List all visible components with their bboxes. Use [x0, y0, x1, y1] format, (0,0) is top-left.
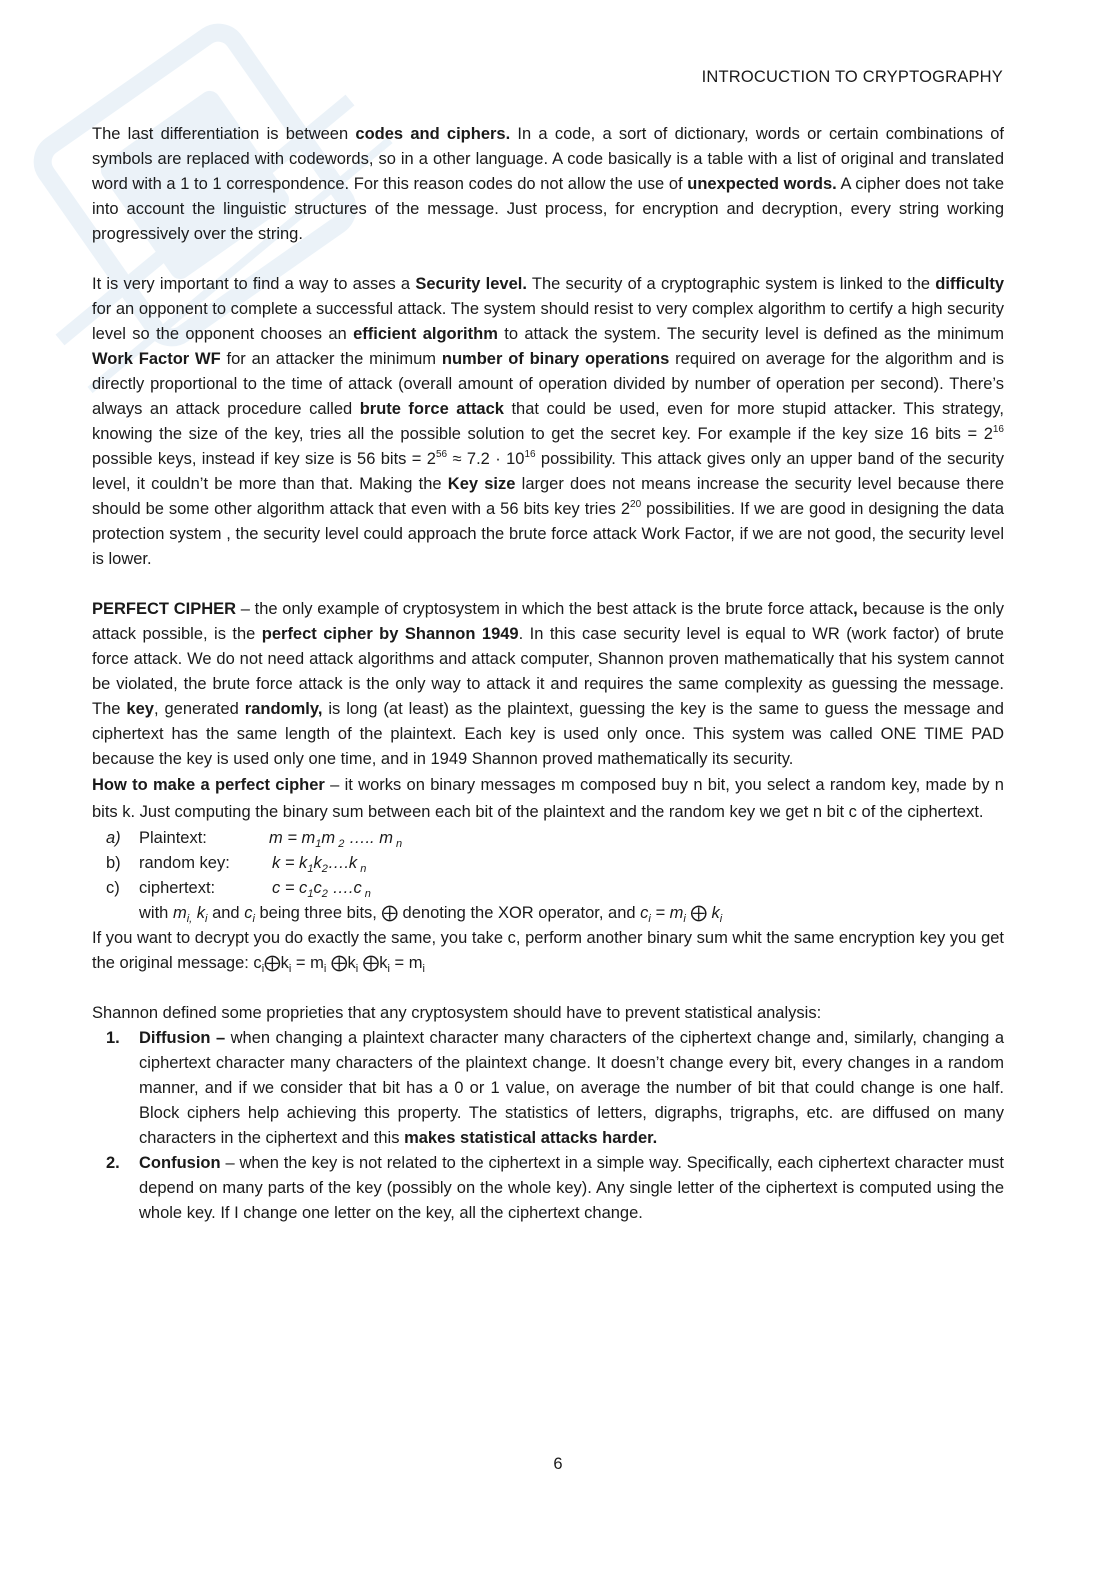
document-body: [92, 122, 1004, 1226]
paragraph-decrypt: If you want to decrypt you do exactly the same, you take c, perform another binary sum whit the same encryption key you get the original message: $c_i⨁k_i = m_i$ $⨁k_i$ $⨁k_i = m_i$: [92, 929, 1004, 975]
definition-ciphertext: c) ciphertext: $c = c_1c_2$ ….c $_n$: [106, 879, 371, 900]
paragraph-how-to: How to make a perfect cipher – it works on binary messages m composed buy n bit, you select a random key, made by n bits k. Just computing the binary sum between each bit of the plaintext and the random key we get n bit c of the ciphertext.: [92, 776, 1004, 821]
list-item-diffusion: 1. Diffusion – when changing a plaintext character many characters of the ciphertext change and, similarly, changing a ciphertext character many characters of the plaintext change. It doesn’t change every bit, every changes in a random manner, and if we consider that bit has a 0 or 1 value, on average the number of bit that could change is one half. Block ciphers help achieving this property. The statistics of letters, digraphs, trigraphs, etc. are diffused on many characters in the ciphertext and this makes statistical attacks harder.: [106, 1029, 1004, 1147]
paragraph-perfect-cipher: PERFECT CIPHER – the only example of cryptosystem in which the best attack is the brute force attack, because is the only attack possible, is the perfect cipher by Shannon 1949. In this case security level is equal to WR (work factor) of brute force attack. We do not need attack algorithms and attack computer, Shannon proven mathematically that his system cannot be violated, the brute force attack is the only way to attack it and requires the same complexity as guessing the message. The key, generated randomly, is long (at least) as the plaintext, guessing the key is the same to guess the message and ciphertext has the same length of the plaintext. Each key is used only once. This system was called ONE TIME PAD because the key is used only one time, and in 1949 Shannon proved mathematically its security.: [92, 600, 1005, 768]
properties-list: [92, 1026, 1004, 1226]
definition-random-key: b) random key: $k = k_1k_2\dots.k$ $_n$: [106, 854, 367, 875]
paragraph-shannon-properties: Shannon defined some proprieties that any cryptosystem should have to prevent statistical analysis:: [92, 1004, 822, 1022]
paragraph-security-level: It is very important to find a way to asses a Security level. The security of a cryptographic system is linked to the difficulty for an opponent to complete a successful attack. The system should resist to very complex algorithm to certify a high security level so the opponent chooses an efficient algorithm to attack the system. The security level is defined as the minimum Work Factor WF for an attacker the minimum number of binary operations required on average for the algorithm and is directly proportional to the time of attack (overall amount of operation divided by number of operation per second). There’s always an attack procedure called brute force attack that could be used, even for more stupid attacker. This strategy, knowing the size of the key, tries all the possible solution to get the secret key. For example if the key size 16 bits = $2^{16}$ possible keys, instead if key size is 56 bits = $2^{56} \approx 7.2 \cdot 10^{16}$ possibility. This attack gives only an upper band of the security level, it couldn’t be more than that. Making the Key size larger does not means increase the security level because there should be some other algorithm attack that even with a 56 bits key tries $2^{20}$ possibilities. If we are good in designing the data protection system , the security level could approach the brute force attack Work Factor, if we are not good, the security level is lower.: [92, 275, 1005, 568]
page-number: 6: [553, 1455, 563, 1473]
xor-icon: ⨁: [381, 904, 398, 922]
paragraph-codes-ciphers: The last differentiation is between codes and ciphers. In a code, a sort of dictionary, words or certain combinations of symbols are replaced with codewords, so in a other language. A code basically is a table with a list of original and translated word with a 1 to 1 correspondence. For this reason codes do not allow the use of unexpected words. A cipher does not take into account the linguistic structures of the message. Just process, for encryption and decryption, every string working progressively over the string.: [92, 125, 1005, 243]
list-item-confusion: 2. Confusion – when the key is not related to the ciphertext in a simple way. Specifically, each ciphertext character must depend on many parts of the key (possibly on the whole key). Any single letter of the ciphertext is computed using the whole key. If I change one letter on the key, all the ciphertext change.: [106, 1154, 1004, 1222]
page-header: INTROCUCTION TO CRYPTOGRAPHY: [701, 68, 1003, 86]
xor-definition-line: with $m_{i,}$ $k_i$ and $c_i$ being three bits, ⨁ denoting the XOR operator, and $c_i = m_i$ ⨁ $k_i$: [139, 904, 723, 925]
definition-plaintext: a) Plaintext: $m = m_1m$ $_2$ ….. m $_n$: [106, 829, 403, 850]
